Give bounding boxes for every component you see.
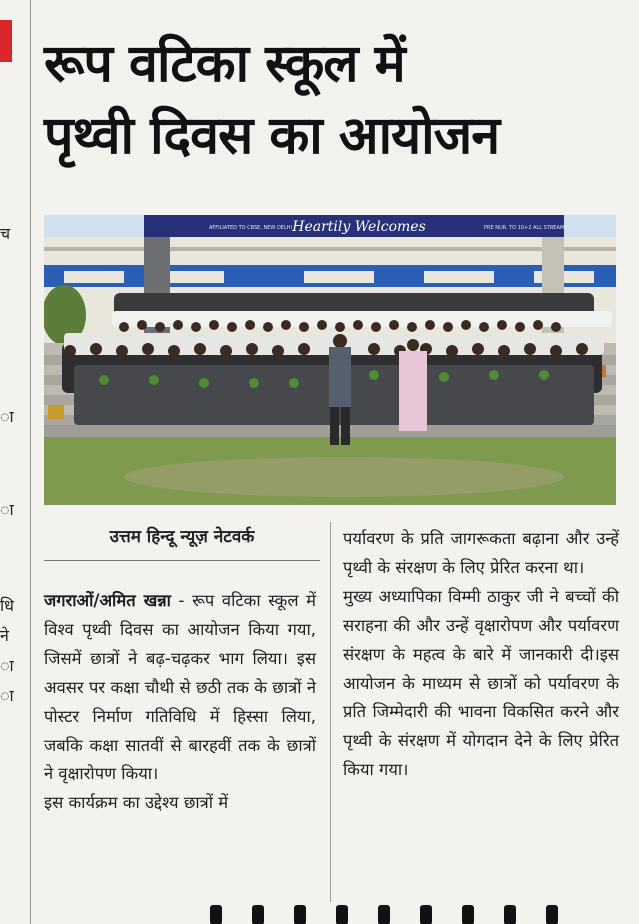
paragraph: इस कार्यक्रम का उद्देश्य छात्रों में (44, 793, 229, 813)
paragraph: पर्यावरण के प्रति जागरूकता बढ़ाना और उन्हें पृथ्वी के संरक्षण के लिए प्रेरित करना था। (343, 529, 619, 577)
text-fragment: ा (0, 500, 14, 519)
next-headline-fragment (210, 905, 630, 924)
headline-line-2: पृथ्वी दिवस का आयोजन (44, 106, 500, 166)
article-column-right (343, 525, 619, 785)
section-marker (0, 20, 12, 62)
banner-small-right: PRE NUR. TO 10+2 ALL STREAMS (484, 225, 568, 231)
paragraph: मुख्य अध्यापिका विम्मी ठाकुर जी ने बच्चों की सराहना की और उन्हें वृक्षारोपण और पर्यावरण संरक्षण के महत्व के बारे में जानकारी दी।इस आयोजन के माध्यम से छात्रों को पर्यावरण के प्रति जिम्मेदारी की भावना विकसित करने और पृथ्वी के संरक्षण में योगदान देने के लिए प्रेरित किया गया। (343, 586, 619, 780)
article-column-left (44, 587, 316, 818)
banner-small-left: AFFILIATED TO CBSE, NEW DELHI (209, 225, 292, 231)
paragraph (44, 587, 316, 789)
news-photo (44, 215, 616, 505)
dateline: जगराओं/अमित खन्ना (44, 591, 171, 610)
text-fragment: धि (0, 596, 14, 615)
adjacent-column-fragment (0, 0, 28, 924)
text-fragment: च (0, 224, 11, 243)
banner-text: Heartily Welcomes (292, 219, 426, 235)
text-fragment: ा (0, 407, 14, 426)
headline-line-1: रूप वटिका स्कूल में (44, 34, 405, 94)
text-fragment: ा (0, 656, 14, 675)
column-divider (30, 0, 31, 924)
headline (44, 28, 629, 172)
text-fragment: ा (0, 686, 14, 705)
dateline-separator: - (170, 591, 193, 610)
byline: उत्तम हिन्दू न्यूज़ नेटवर्क (109, 527, 255, 547)
byline-rule (44, 560, 320, 561)
text-fragment: ने (0, 626, 9, 645)
paragraph-text: रूप वटिका स्कूल में विश्व पृथ्वी दिवस का आयोजन किया गया, जिसमें छात्रों ने बढ़-चढ़कर भाग लिया। इस अवसर पर कक्षा चौथी से छठी तक के छात्रों ने पोस्टर निर्माण गतिविधि में हिस्सा लिया, जबकि कक्षा सातवीं से बारहवीं तक के छात्रों ने वृक्षारोपण किया। (44, 591, 316, 784)
column-divider (330, 522, 331, 902)
